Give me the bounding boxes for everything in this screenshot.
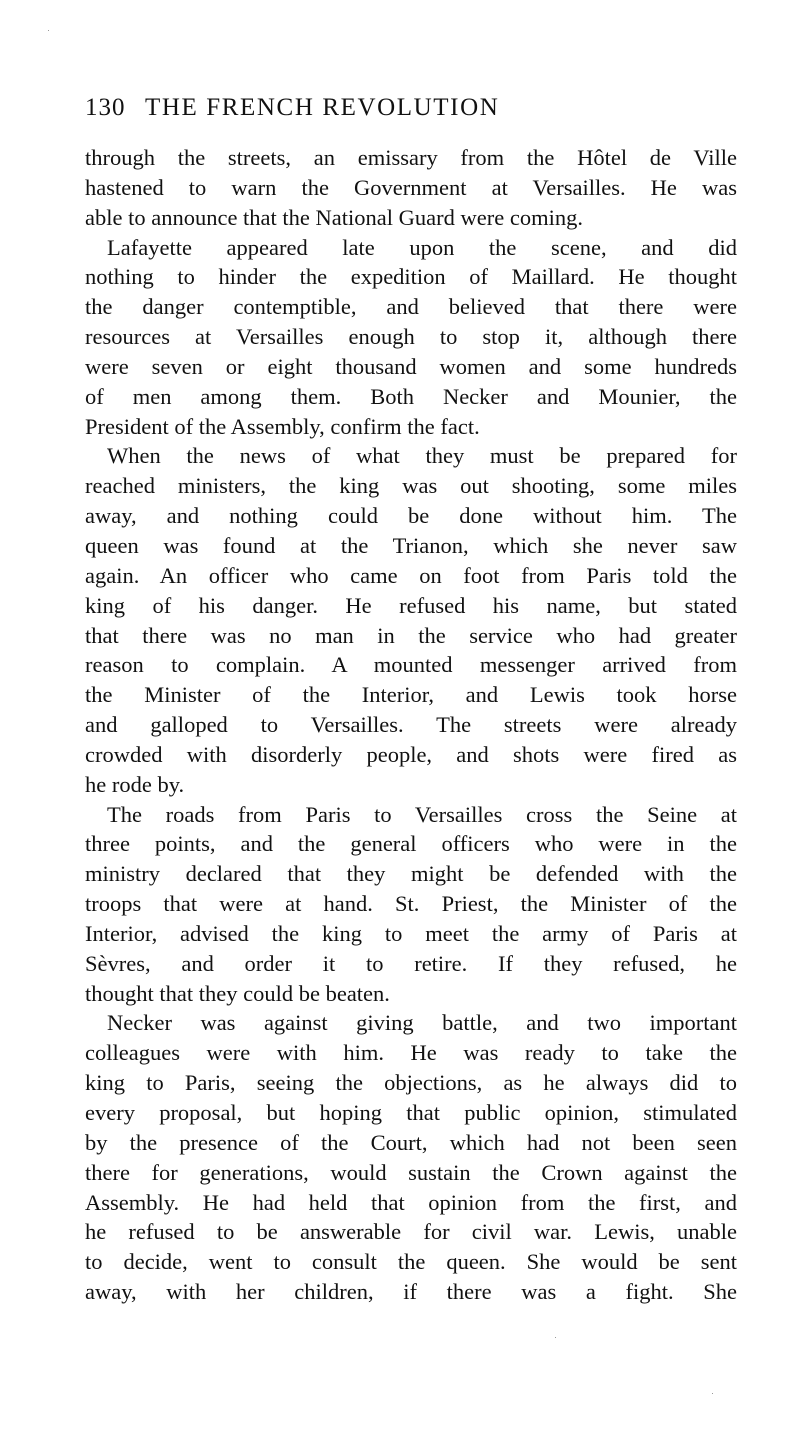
text-line: When the news of what they must be prepared for — [107, 443, 737, 469]
text-line: Assembly. He had held that opinion from the first, and — [85, 1189, 737, 1215]
text-line: reached ministers, the king was out shooting, some miles — [85, 473, 737, 499]
text-line: every proposal, but hoping that public opinion, stimulated — [85, 1100, 737, 1125]
text-line: by the presence of the Court, which had not been seen — [85, 1129, 737, 1155]
text-line: Interior, advised the king to meet the army of Paris at — [85, 920, 737, 946]
text-line: nothing to hinder the expedition of Maillard. He thought — [85, 264, 737, 290]
text-line: he refused to be answerable for civil war. Lewis, unable — [85, 1219, 737, 1245]
scan-speck — [48, 30, 49, 31]
text-line: colleagues were with him. He was ready to take the — [85, 1040, 737, 1066]
text-line: ministry declared that they might be defended with the — [85, 861, 737, 887]
text-line: able to announce that the National Guard were coming. — [85, 204, 583, 230]
text-line: there for generations, would sustain the Crown against the — [85, 1159, 737, 1185]
text-line: thought that they could be beaten. — [85, 980, 390, 1006]
text-line: through the streets, an emissary from the Hôtel de Ville — [85, 145, 737, 170]
text-line: reason to complain. A mounted messenger arrived from — [85, 652, 737, 678]
text-line: Lafayette appeared late upon the scene, and did — [107, 234, 737, 260]
text-line: king of his danger. He refused his name, but stated — [85, 592, 737, 618]
text-line: that there was no man in the service who had greater — [85, 622, 737, 648]
text-line: Necker was against giving battle, and two important — [107, 1010, 737, 1036]
page-number: 130 — [85, 94, 126, 121]
text-line: the Minister of the Interior, and Lewis took horse — [85, 682, 737, 708]
text-line: king to Paris, seeing the objections, as he always did to — [85, 1070, 737, 1096]
text-line: he rode by. — [85, 771, 185, 797]
running-title: THE FRENCH REVOLUTION — [145, 94, 500, 121]
text-line: to decide, went to consult the queen. She would be sent — [85, 1249, 737, 1275]
text-line: resources at Versailles enough to stop it, although there — [85, 324, 737, 350]
text-line: crowded with disorderly people, and shots were fired as — [85, 741, 737, 767]
text-line: three points, and the general officers who were in the — [85, 831, 737, 857]
text-line: Sèvres, and order it to retire. If they refused, he — [85, 950, 737, 976]
text-line: the danger contemptible, and believed that there were — [85, 294, 737, 320]
text-line: away, with her children, if there was a fight. She — [85, 1279, 737, 1305]
scan-speck — [712, 1393, 713, 1394]
scan-speck — [555, 1337, 556, 1338]
text-line: The roads from Paris to Versailles cross the Seine at — [107, 801, 737, 827]
text-line: away, and nothing could be done without him. The — [85, 503, 737, 529]
text-line: again. An officer who came on foot from Paris told the — [85, 562, 737, 588]
body-text — [85, 143, 737, 1307]
text-line: troops that were at hand. St. Priest, the Minister of the — [85, 891, 737, 917]
text-line: were seven or eight thousand women and some hundreds — [85, 353, 737, 379]
text-line: queen was found at the Trianon, which she never saw — [85, 532, 737, 558]
text-line: hastened to warn the Government at Versailles. He was — [85, 174, 737, 200]
text-line: and galloped to Versailles. The streets were already — [85, 712, 737, 738]
text-line: President of the Assembly, confirm the fact. — [85, 413, 480, 439]
page-header — [85, 90, 745, 126]
text-line: of men among them. Both Necker and Mounier, the — [85, 383, 737, 409]
